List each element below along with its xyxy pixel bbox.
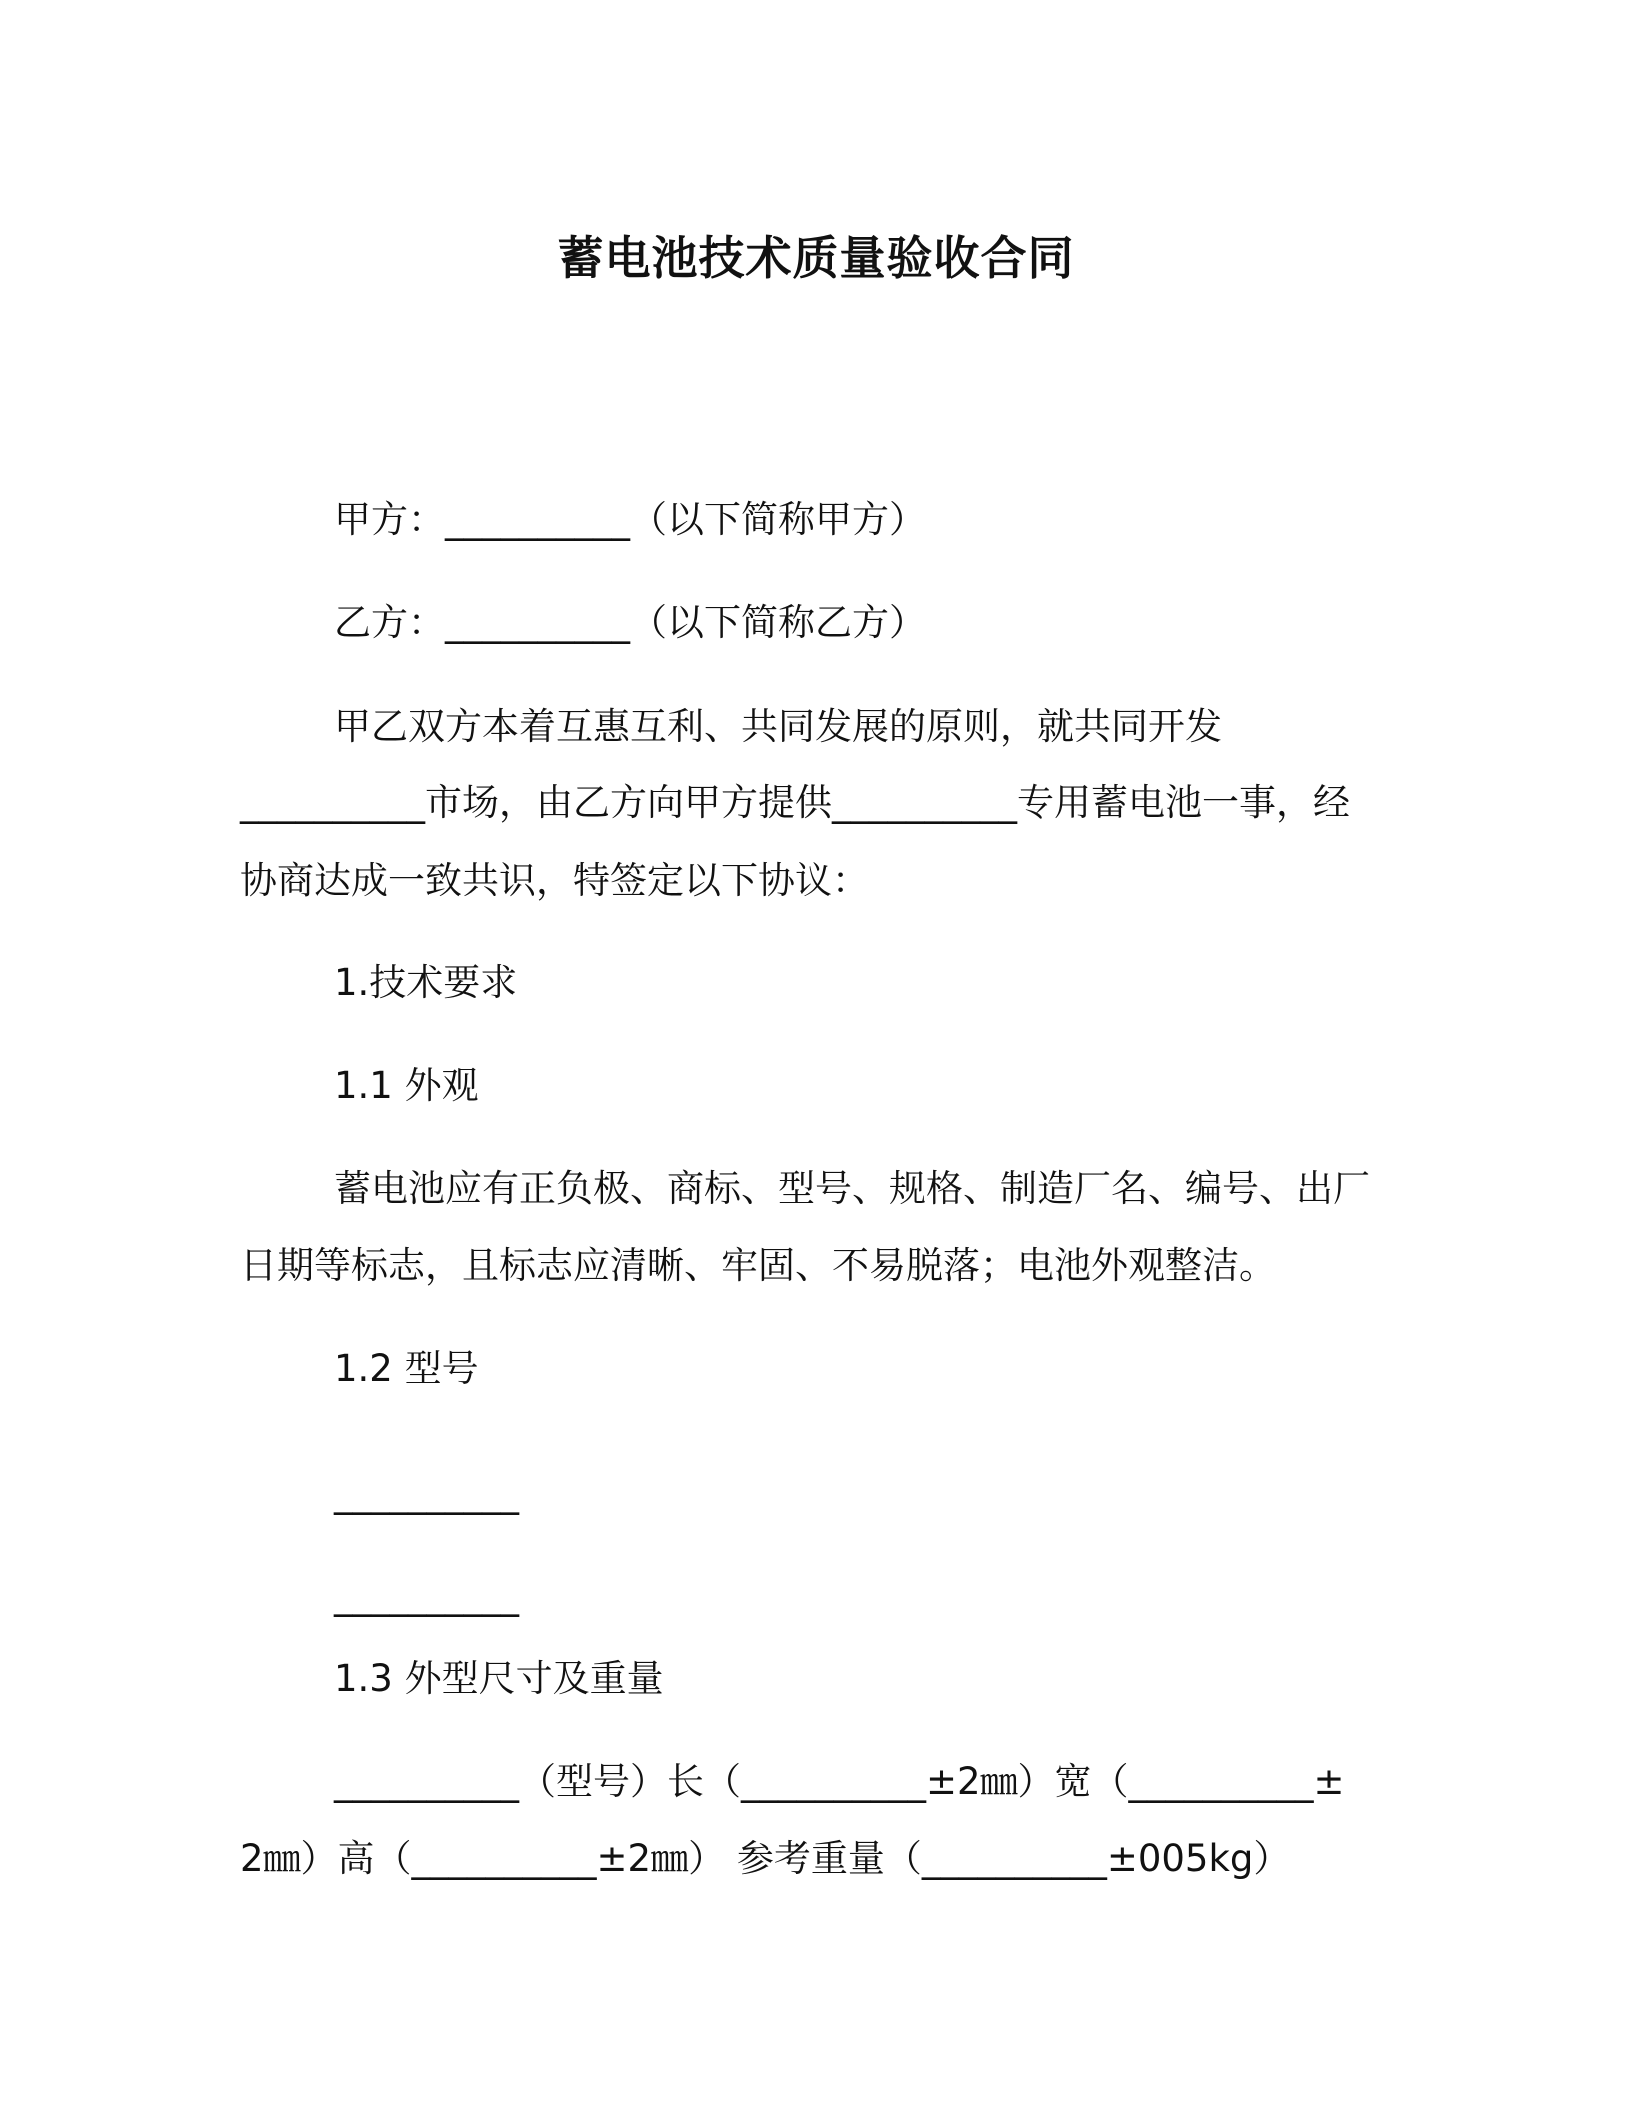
section-heading-model: 1.2 型号 xyxy=(334,1347,479,1390)
preamble-line-3: 协商达成一致共识，特签定以下协议： xyxy=(240,859,869,902)
dimensions-text-line-2: 2㎜）高（__________±2㎜） 参考重量（__________±005kg） xyxy=(240,1837,1291,1880)
appearance-text-line-2: 日期等标志，且标志应清晰、牢固、不易脱落；电池外观整洁。 xyxy=(240,1244,1276,1287)
section-heading-dimensions: 1.3 外型尺寸及重量 xyxy=(334,1657,664,1700)
section-heading-technical-requirements: 1.技术要求 xyxy=(334,961,518,1004)
appearance-text-line-1: 蓄电池应有正负极、商标、型号、规格、制造厂名、编号、出厂 xyxy=(334,1167,1370,1210)
party-b-line: 乙方：__________（以下简称乙方） xyxy=(334,601,926,644)
model-blank-1: __________ xyxy=(334,1472,519,1515)
model-blank-2: __________ xyxy=(334,1574,519,1617)
dimensions-text-line-1: __________（型号）长（__________±2㎜）宽（__________± xyxy=(334,1760,1345,1803)
preamble-line-2: __________市场，由乙方向甲方提供__________专用蓄电池一事，经 xyxy=(240,781,1350,824)
party-a-line: 甲方：__________（以下简称甲方） xyxy=(334,498,926,541)
document-title: 蓄电池技术质量验收合同 xyxy=(557,231,1075,285)
section-heading-appearance: 1.1 外观 xyxy=(334,1064,479,1107)
preamble-line-1: 甲乙双方本着互惠互利、共同发展的原则，就共同开发 xyxy=(334,705,1222,748)
